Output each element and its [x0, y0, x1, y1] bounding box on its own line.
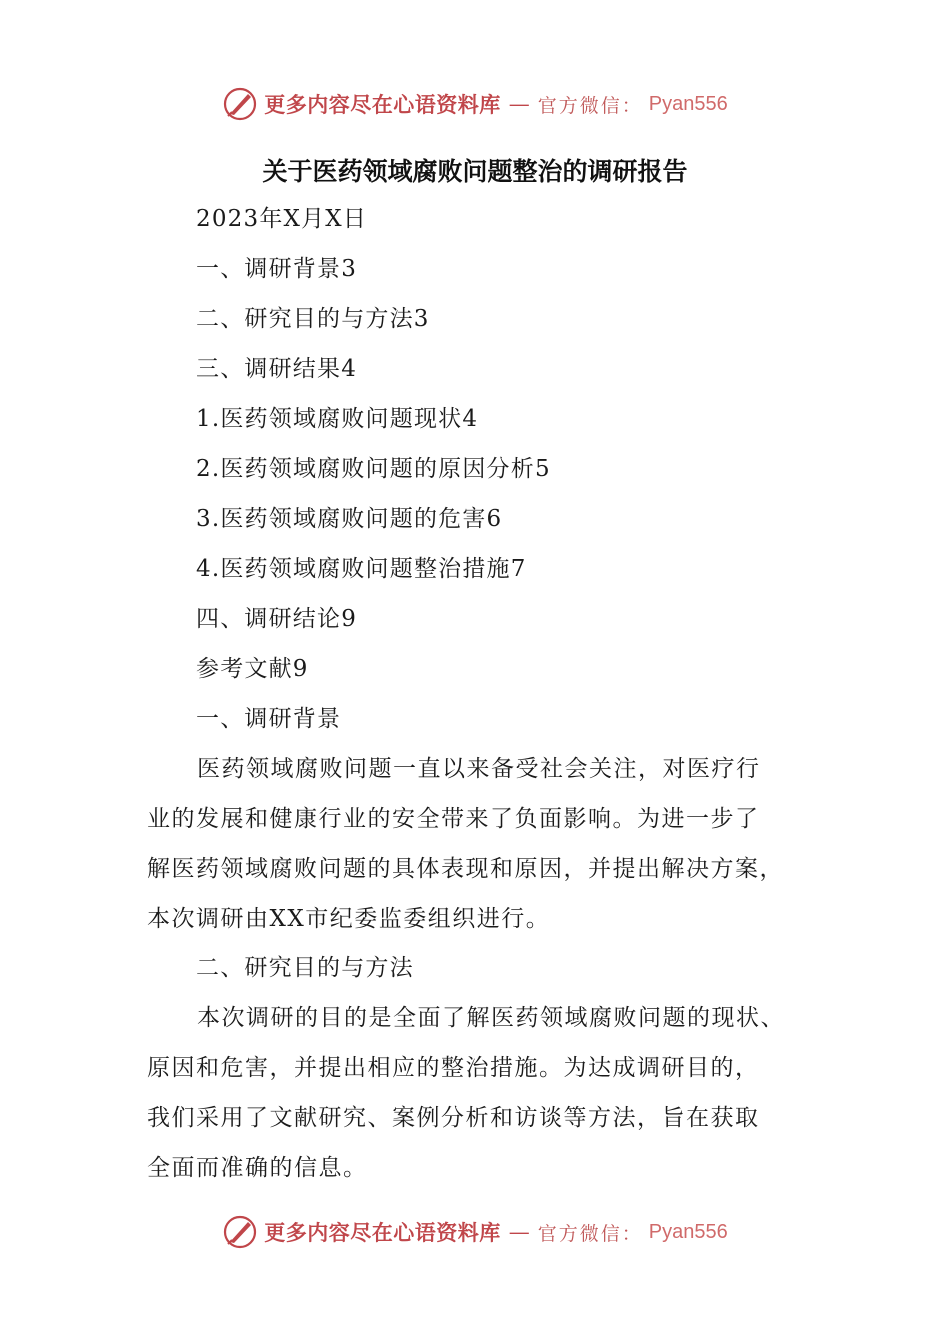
toc-item: 二、研究目的与方法3	[196, 306, 430, 332]
paragraph-line: 业的发展和健康行业的安全带来了负面影响。为进一步了	[147, 806, 760, 832]
paragraph-line: 医药领域腐败问题一直以来备受社会关注，对医疗行	[197, 756, 761, 782]
banner-wechat-id: Pyan556	[648, 1220, 728, 1243]
paragraph-line: 我们采用了文献研究、案例分析和访谈等方法，旨在获取	[147, 1105, 760, 1131]
paragraph-line: 本次调研由XX市纪委监委组织进行。	[147, 906, 551, 932]
banner-separator: —	[508, 1220, 530, 1244]
section-paragraph	[147, 993, 807, 1193]
footer-banner	[0, 1212, 950, 1252]
toc-item: 4.医药领域腐败问题整治措施7	[196, 556, 527, 582]
section-heading: 二、研究目的与方法	[196, 955, 414, 981]
toc-item: 1.医药领域腐败问题现状4	[196, 406, 479, 432]
quill-logo-icon	[222, 1214, 258, 1250]
paragraph-line: 原因和危害，并提出相应的整治措施。为达成调研目的，	[147, 1055, 760, 1081]
paragraph-line: 全面而准确的信息。	[147, 1155, 368, 1181]
header-banner	[0, 84, 950, 124]
toc-item: 三、调研结果4	[196, 356, 358, 382]
document-date: 2023年X月X日	[196, 206, 368, 232]
section-heading: 一、调研背景	[196, 706, 342, 732]
toc-item: 一、调研背景3	[196, 256, 358, 282]
section-paragraph	[147, 744, 807, 944]
banner-wechat-id: Pyan556	[648, 92, 728, 115]
document-title: 关于医药领域腐败问题整治的调研报告	[262, 157, 688, 186]
toc-item: 2.医药领域腐败问题的原因分析5	[196, 456, 551, 482]
quill-logo-icon	[222, 86, 258, 122]
toc-item: 3.医药领域腐败问题的危害6	[196, 506, 503, 532]
banner-wechat-label: 官方微信：	[537, 1222, 643, 1245]
banner-text: 更多内容尽在心语资料库	[264, 1220, 501, 1245]
paragraph-line: 解医药领域腐败问题的具体表现和原因，并提出解决方案，	[147, 856, 784, 882]
banner-wechat-label: 官方微信：	[537, 94, 643, 117]
toc-item: 参考文献9	[196, 656, 309, 682]
banner-text: 更多内容尽在心语资料库	[264, 92, 501, 117]
paragraph-line: 本次调研的目的是全面了解医药领域腐败问题的现状、	[197, 1005, 785, 1031]
banner-separator: —	[508, 92, 530, 116]
toc-item: 四、调研结论9	[196, 606, 358, 632]
